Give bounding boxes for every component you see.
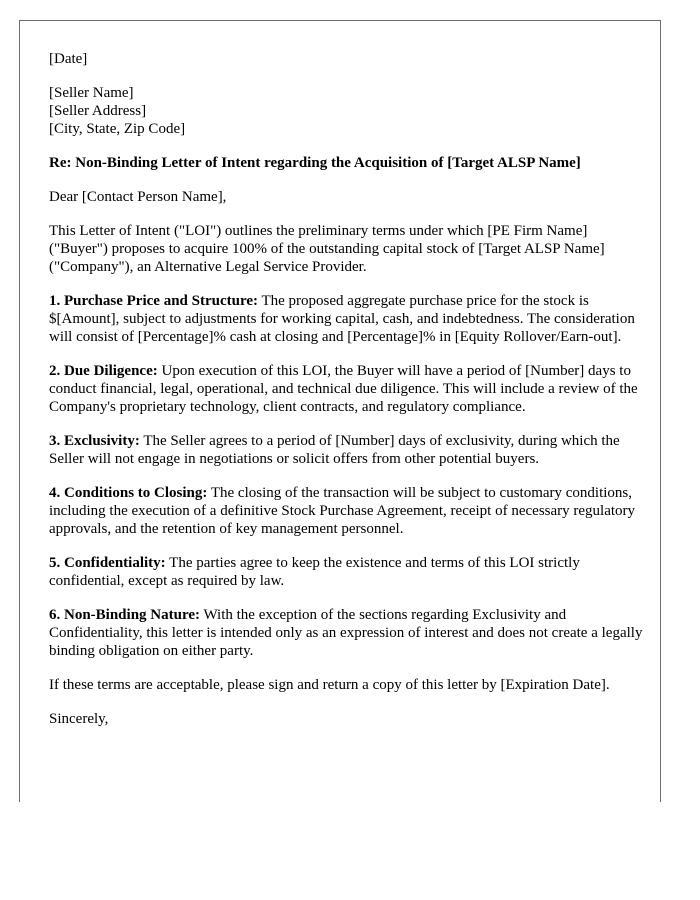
section-conditions-to-closing [49,484,649,538]
section-body: Upon execution of this LOI, the Buyer will have a period of [Number] days to conduct financial, legal, operational, and technical due diligence. This will include a review of the Company's proprietary technology, client contracts, and regulatory compliance. [49,363,638,415]
salutation: Dear [Contact Person Name], [49,189,227,205]
sign-off: Sincerely, [49,711,109,727]
section-body: With the exception of the sections regarding Exclusivity and Confidentiality, this letter is intended only as an expression of interest and does not create a legally binding obligation on either party. [49,607,643,659]
seller-address: [Seller Address] [49,103,147,119]
section-title: 3. Exclusivity: [49,433,140,449]
section-due-diligence [49,362,649,416]
section-purchase-price [49,292,649,346]
subject-line: Re: Non-Binding Letter of Intent regarding the Acquisition of [Target ALSP Name] [49,155,581,171]
section-body: The closing of the transaction will be subject to customary conditions, including the execution of a definitive Stock Purchase Agreement, receipt of necessary regulatory approvals, and the retention of key management personnel. [49,485,636,537]
section-body: The proposed aggregate purchase price for the stock is $[Amount], subject to adjustments for working capital, cash, and indebtedness. The consideration will consist of [Percentage]% cash at closing and [Percentage]% in [Equity Rollover/Earn-out]. [49,293,635,345]
letter-page [19,20,661,802]
seller-city-state-zip: [City, State, Zip Code] [49,121,186,137]
section-exclusivity [49,432,649,468]
letter-content [49,50,649,744]
section-title: 2. Due Diligence: [49,363,158,379]
section-title: 5. Confidentiality: [49,555,166,571]
seller-address-block [49,84,649,138]
closing-request: If these terms are acceptable, please sign and return a copy of this letter by [Expiration Date]. [49,677,610,693]
section-title: 6. Non-Binding Nature: [49,607,200,623]
section-title: 1. Purchase Price and Structure: [49,293,258,309]
section-body: The parties agree to keep the existence and terms of this LOI strictly confidential, except as required by law. [49,555,580,589]
section-title: 4. Conditions to Closing: [49,485,208,501]
section-body: The Seller agrees to a period of [Number] days of exclusivity, during which the Seller will not engage in negotiations or solicit offers from other potential buyers. [49,433,620,467]
seller-name: [Seller Name] [49,85,134,101]
section-non-binding-nature [49,606,649,660]
intro-paragraph: This Letter of Intent ("LOI") outlines the preliminary terms under which [PE Firm Name] ("Buyer") proposes to acquire 100% of the outstanding capital stock of [Target ALSP Name] ("Company"), an Alternative Legal Service Provider. [49,223,605,275]
section-confidentiality [49,554,649,590]
letter-date: [Date] [49,51,88,67]
